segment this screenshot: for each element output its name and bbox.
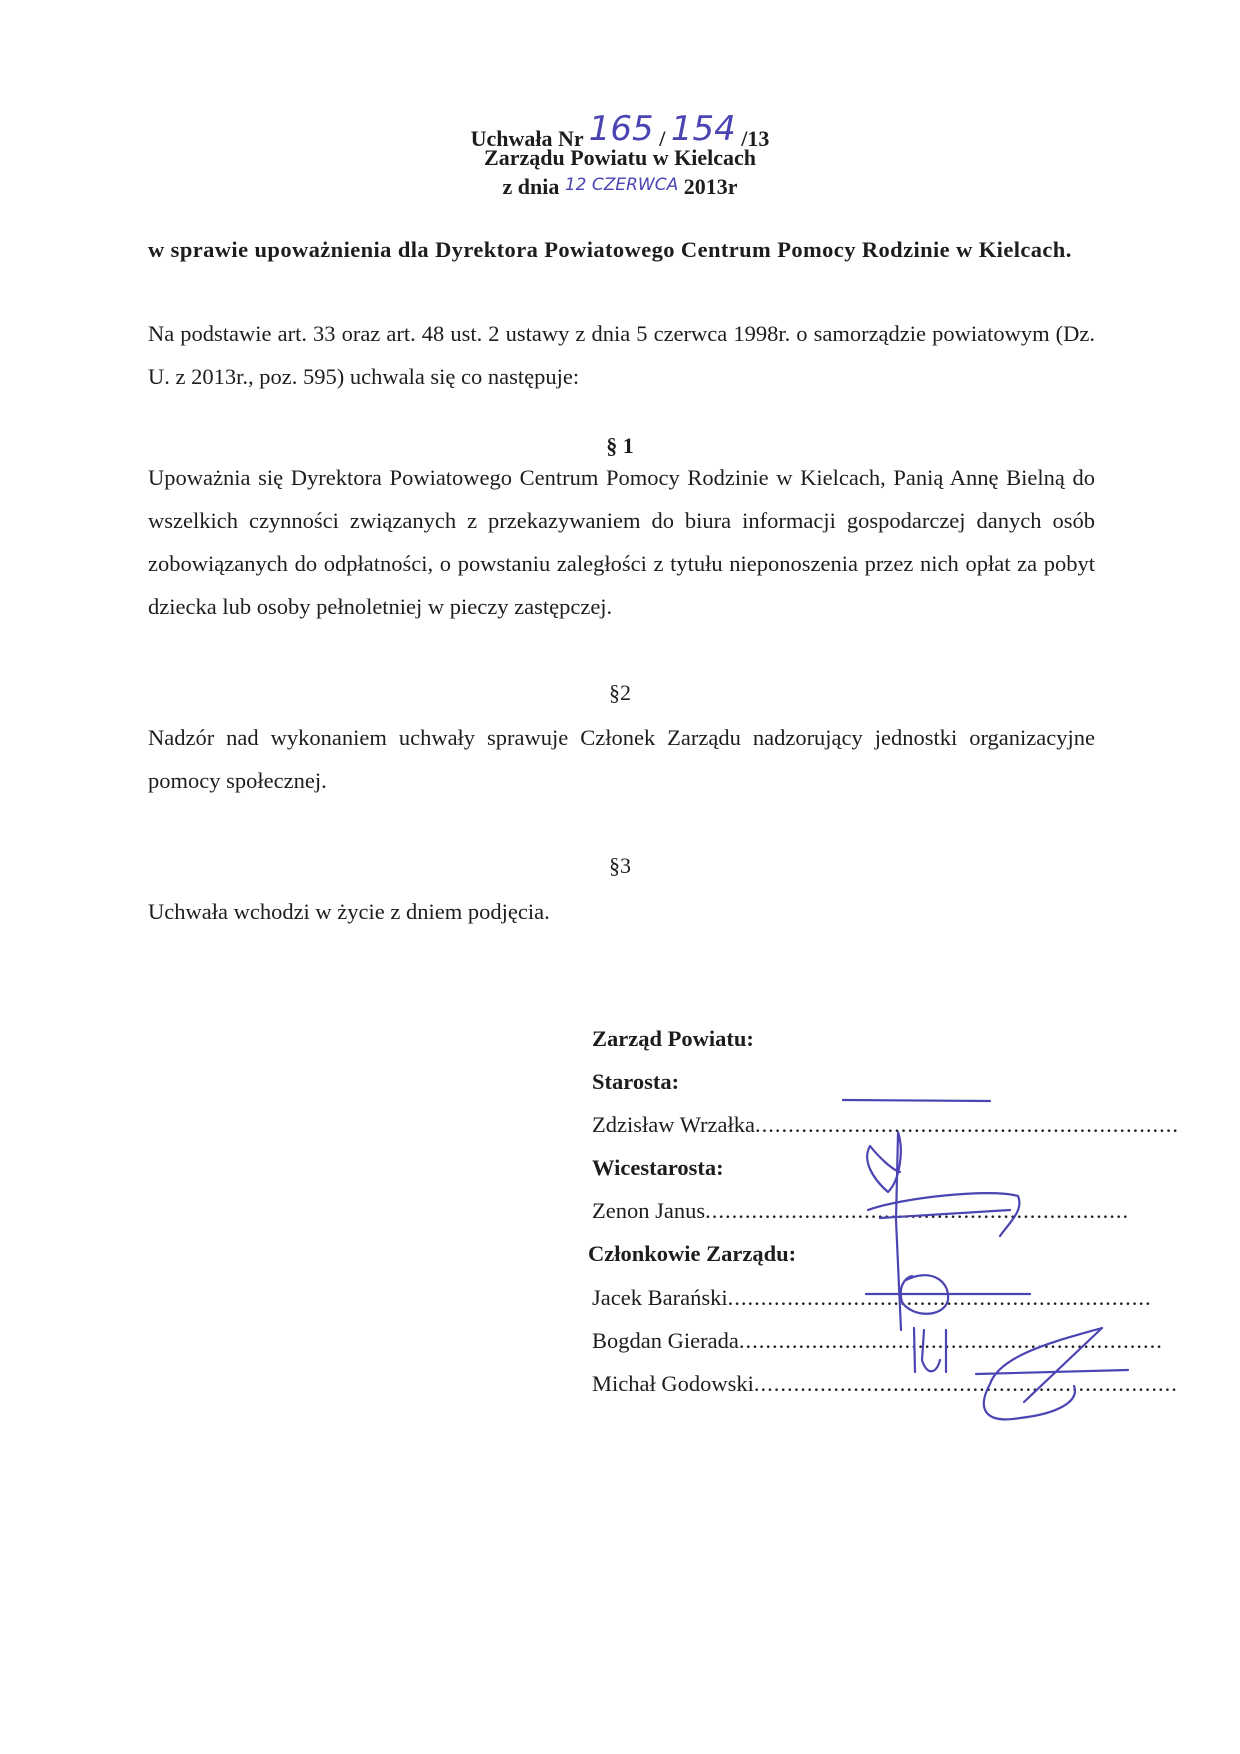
dot-leader: ................................................................: [753, 1371, 1178, 1396]
dot-leader: ................................................................: [727, 1285, 1152, 1310]
starosta-name: Zdzisław Wrzałka: [592, 1112, 755, 1137]
signature-row-member: [592, 1285, 1152, 1311]
signature-starosta: [843, 1100, 990, 1101]
dot-leader: ................................................................: [754, 1112, 1179, 1137]
handwritten-date: 12 CZERWCA: [564, 175, 679, 195]
signature-row-starosta: [592, 1112, 1179, 1138]
handwritten-number-1: 165: [588, 109, 654, 149]
board-members-title: Członkowie Zarządu:: [588, 1241, 797, 1266]
section-2-text: Nadzór nad wykonaniem uchwały sprawuje Członek Zarządu nadzorujący jednostki organizacyjne pomocy społecznej.: [148, 725, 1095, 793]
vice-starosta-name: Zenon Janus: [592, 1198, 706, 1223]
number-separator: /: [653, 126, 671, 151]
resolution-prefix: Uchwała Nr: [470, 126, 589, 151]
signature-row-vice-starosta: [592, 1198, 1130, 1224]
date-line: [0, 174, 1240, 200]
section-3-heading: §3: [609, 853, 631, 878]
board-name-line: Zarządu Powiatu w Kielcach: [484, 145, 756, 170]
vice-starosta-title: Wicestarosta:: [592, 1155, 724, 1180]
legal-basis: Na podstawie art. 33 oraz art. 48 ust. 2 ustawy z dnia 5 czerwca 1998r. o samorządzie powiatowym (Dz. U. z 2013r., poz. 595) uchwala się co następuje:: [148, 321, 1095, 389]
signature-row-member: [592, 1371, 1178, 1397]
date-prefix: z dnia: [502, 174, 565, 199]
board-title: Zarząd Powiatu:: [592, 1026, 754, 1051]
member-name: Jacek Barański: [592, 1285, 728, 1310]
signature-row-member: [592, 1328, 1163, 1354]
section-1-text: Upoważnia się Dyrektora Powiatowego Centrum Pomocy Rodzinie w Kielcach, Panią Annę Bielną do wszelkich czynności związanych z przekazywaniem do biura informacji gospodarczej danych osób zobowiązanych do odpłatności, o powstaniu zaległości z tytułu nieponoszenia przez nich opłat za pobyt dziecka lub osoby pełnoletniej w pieczy zastępczej.: [148, 465, 1095, 619]
date-suffix: 2013r: [678, 174, 738, 199]
handwritten-number-2: 154: [670, 109, 736, 149]
member-name: Bogdan Gierada: [592, 1328, 739, 1353]
section-1-heading: § 1: [606, 433, 634, 458]
resolution-subject: w sprawie upoważnienia dla Dyrektora Powiatowego Centrum Pomocy Rodzinie w Kielcach.: [148, 237, 1072, 262]
dot-leader: ................................................................: [705, 1198, 1130, 1223]
section-3-text: Uchwała wchodzi w życie z dniem podjęcia.: [148, 899, 550, 924]
starosta-title: Starosta:: [592, 1069, 680, 1094]
dot-leader: ................................................................: [738, 1328, 1163, 1353]
section-2-heading: §2: [609, 680, 631, 705]
member-name: Michał Godowski: [592, 1371, 754, 1396]
resolution-suffix: /13: [735, 126, 770, 151]
